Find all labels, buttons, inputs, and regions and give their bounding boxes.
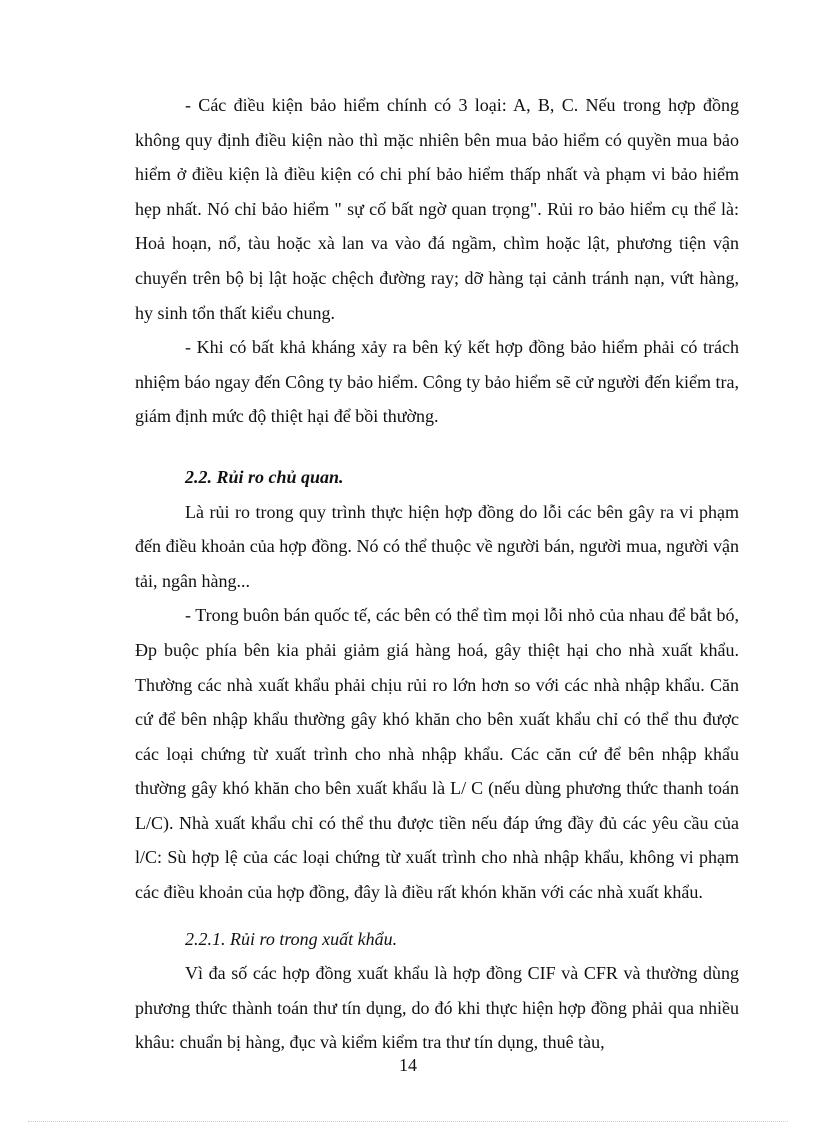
paragraph-subjective-risk: Là rủi ro trong quy trình thực hiện hợp đồng do lỗi các bên gây ra vi phạm đến điều khoản của hợp đồng. Nó có thể thuộc về người bán, người mua, người vận tải, ngân hàng... [135,501,739,591]
paragraph-export-contracts: Vì đa số các hợp đồng xuất khẩu là hợp đồng CIF và CFR và thường dùng phương thức thành toán thư tín dụng, do đó khi thực hiện hợp đồng phải qua nhiều khâu: chuẩn bị hàng, đục và kiểm kiểm tra thư tín dụng, thuê tàu, [135,963,739,1053]
paragraph-insurance-conditions: - Các điều kiện bảo hiểm chính có 3 loại: A, B, C. Nếu trong hợp đồng không quy định điều kiện nào thì mặc nhiên bên mua bảo hiểm có quyền mua bảo hiểm ở điều kiện là điều kiện có chi phí bảo hiểm thấp nhất và phạm vi bảo hiểm hẹp nhất. Nó chỉ bảo hiểm " sự cố bất ngờ quan trọng". Rủi ro bảo hiểm cụ thể là: Hoả hoạn, nổ, tàu hoặc xà lan va vào đá ngầm, chìm hoặc lật, phương tiện vận chuyển trên bộ bị lật hoặc chệch đường ray; dỡ hàng tại cảnh tránh nạn, vứt hàng, hy sinh tổn thất kiểu chung. [135,95,739,323]
section-heading-2-2-1: 2.2.1. Rủi ro trong xuất khẩu. [185,928,398,949]
page-number: 14 [399,1055,417,1075]
section-heading-2-2: 2.2. Rủi ro chủ quan. [185,466,344,487]
paragraph-international-trade: - Trong buôn bán quốc tế, các bên có thể tìm mọi lỗi nhỏ của nhau để bắt bó, Đp buộc phía bên kia phải giảm giá hàng hoá, gây thiệt hại cho nhà xuất khẩu. Thường các nhà xuất khẩu phải chịu rủi ro lớn hơn so với các nhà nhập khẩu. Căn cứ để bên nhập khẩu thường gây khó khăn cho bên xuất khẩu chỉ có thể thu được các loại chứng từ xuất trình cho nhà nhập khẩu. Các căn cứ để bên nhập khẩu thường gây khó khăn cho bên xuất khẩu là L/ C (nếu dùng phương thức thanh toán L/C). Nhà xuất khẩu chỉ có thể thu được tiền nếu đáp ứng đầy đủ các yêu cầu của l/C: Sù hợp lệ của các loại chứng từ xuất trình cho nhà nhập khẩu, không vi phạm các điều khoản của hợp đồng, đây là điều rất khón khăn với các nhà xuất khẩu. [135,605,739,903]
paragraph-force-majeure: - Khi có bất khả kháng xảy ra bên ký kết hợp đồng bảo hiểm phải có trách nhiệm báo ngay đến Công ty bảo hiểm. Công ty bảo hiểm sẽ cử người đến kiểm tra, giám định mức độ thiệt hại để bồi thường. [135,337,739,427]
document-body [135,88,739,1060]
bottom-divider [28,1121,788,1122]
